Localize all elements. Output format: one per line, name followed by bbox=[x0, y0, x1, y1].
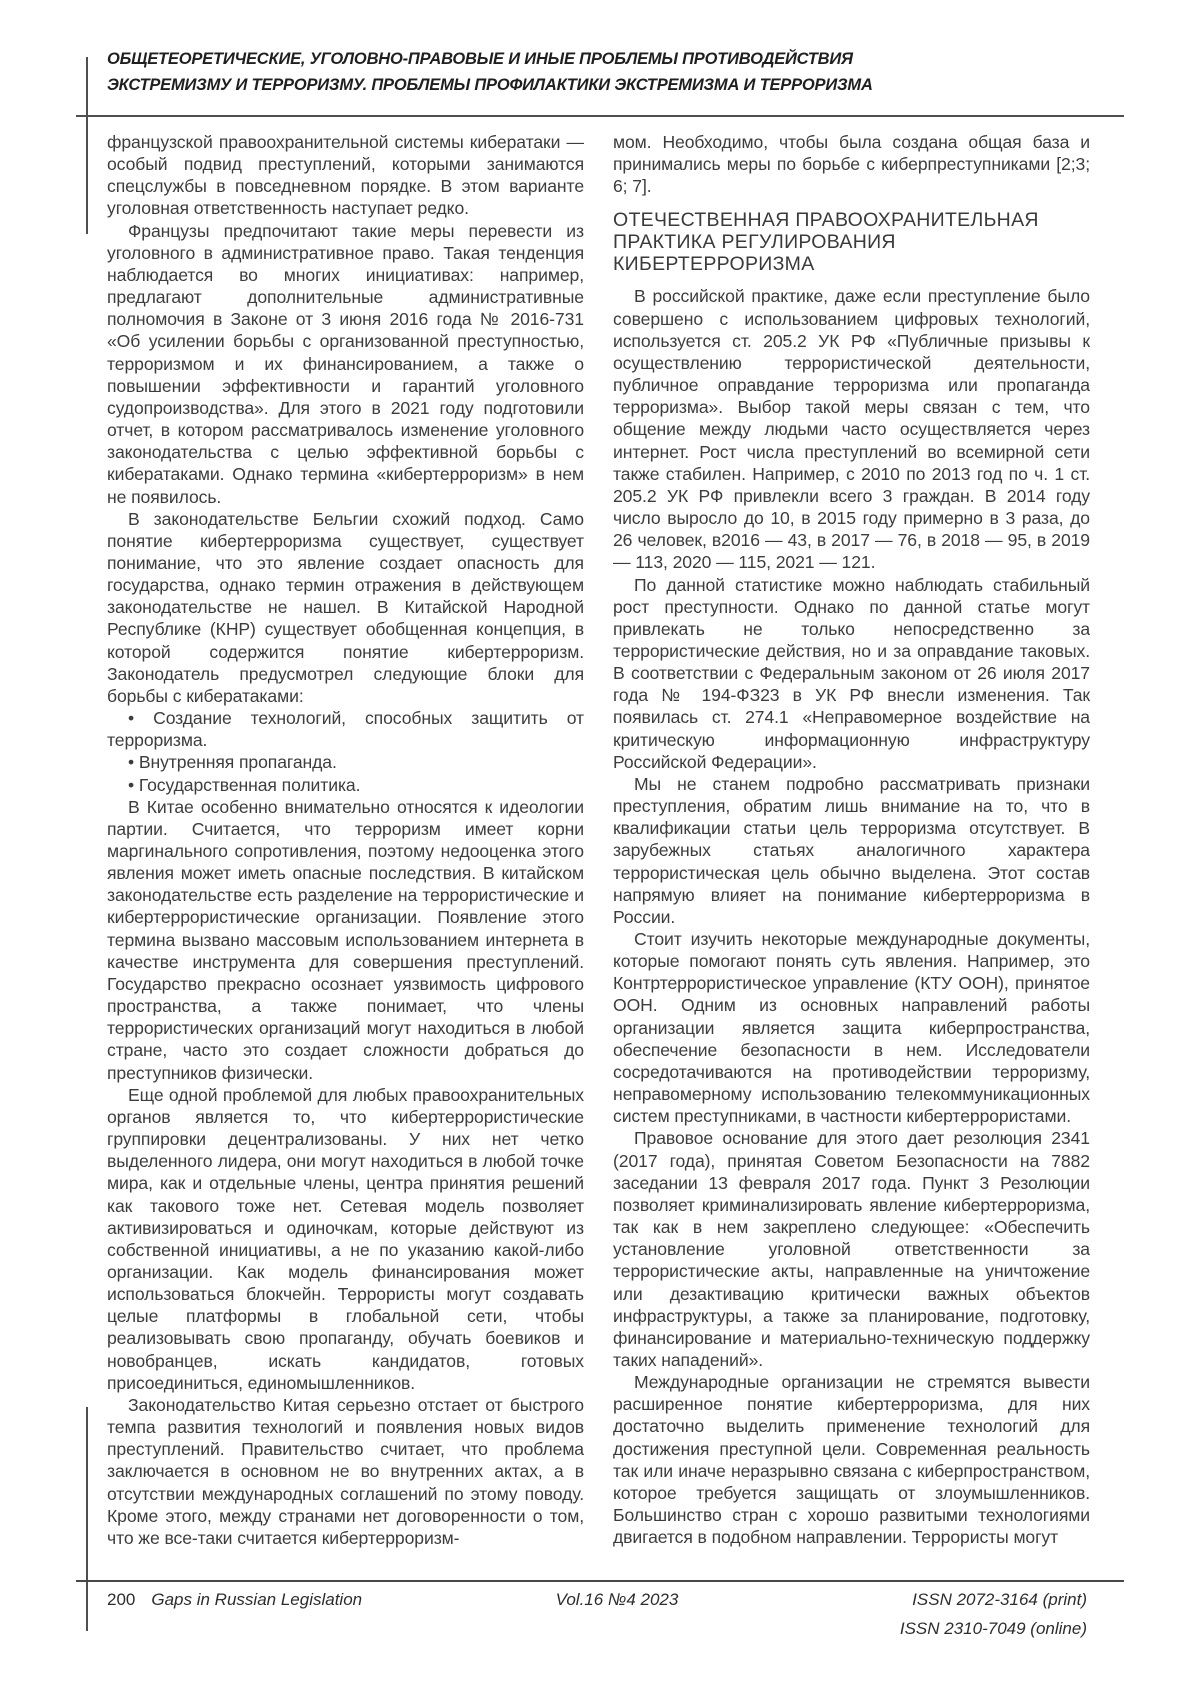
left-margin-line-bottom bbox=[86, 1407, 88, 1631]
paragraph: французской правоохранительной системы кибератаки — особый подвид преступлений, которыми занимаются спецслужбы в повседневном порядке. В этом варианте уголовная ответственность наступает редко. bbox=[107, 132, 584, 219]
paragraph: мом. Необходимо, чтобы была создана общая база и принимались меры по борьбе с киберпреступниками [2;3; 6; 7]. bbox=[613, 132, 1090, 197]
paragraph: Стоит изучить некоторые международные документы, которые помогают понять суть явления. Например, это Контртеррористическое управление (КТУ ООН), принятое ООН. Одним из основных направлений работы организации является защита киберпространства, обеспечение безопасности в нем. Исследователи сосредотачиваются на противодействии терроризму, неправомерному использованию телекоммуникационных систем преступниками, в частности кибертеррористами. bbox=[613, 929, 1090, 1127]
section-heading-line-1: ОТЕЧЕСТВЕННАЯ ПРАВООХРАНИТЕЛЬНАЯ bbox=[613, 209, 1039, 232]
paragraph: По данной статистике можно наблюдать стабильный рост преступности. Однако по данной статье могут привлекать не только непосредственно за террористические действия, но и за оправдание таковых. В соответствии с Федеральным законом от 26 июля 2017 года № 194-ФЗ23 в УК РФ внесли изменения. Так появилась ст. 274.1 «Неправомерное воздействие на критическую информационную инфраструктуру Российской Федерации». bbox=[613, 574, 1090, 772]
issn-online: ISSN 2310-7049 (online) bbox=[899, 1619, 1087, 1638]
paragraph: Мы не станем подробно рассматривать признаки преступления, обратим лишь внимание на то, что в квалификации статьи цель терроризма отсутствует. В зарубежных статьях аналогичного характера террористическая цель обычно выделена. Этот состав напрямую влияет на понимание кибертерроризма в России. bbox=[613, 773, 1090, 927]
paragraph: В законодательстве Бельгии схожий подход. Само понятие кибертерроризма существует, существует понимание, что это явление создает опасность для государства, однако термин отражения в действующем законодательстве не нашел. В Китайской Народной Республике (КНР) существует обобщенная концепция, в которой содержится понятие кибертерроризм. Законодатель предусмотрел следующие блоки для борьбы с кибератаками: bbox=[107, 508, 584, 706]
header-rule bbox=[76, 115, 1124, 117]
journal-title: Gaps in Russian Legislation bbox=[151, 1590, 363, 1609]
article-body bbox=[107, 131, 1090, 1577]
running-header-line-1: ОБЩЕТЕОРЕТИЧЕСКИЕ, УГОЛОВНО-ПРАВОВЫЕ И ИНЫЕ ПРОБЛЕМЫ ПРОТИВОДЕЙСТВИЯ bbox=[107, 50, 853, 68]
running-header bbox=[107, 46, 1047, 98]
bullet-item: • Создание технологий, способных защитить от терроризма. bbox=[107, 708, 584, 751]
paragraph: В российской практике, даже если преступление было совершено с использованием цифровых технологий, используется ст. 205.2 УК РФ «Публичные призывы к осуществлению террористической деятельности, публичное оправдание терроризма или пропаганда терроризма». Выбор такой меры связан с тем, что общение между людьми часто осуществляется через интернет. Рост числа преступлений во всемирной сети также стабилен. Например, с 2010 по 2013 год по ч. 1 ст. 205.2 УК РФ привлекли всего 3 граждан. В 2014 году число выросло до 10, в 2015 году примерно в 3 раза, до 26 человек, в2016 — 43, в 2017 — 76, в 2018 — 95, в 2019 — 113, 2020 — 115, 2021 — 121. bbox=[613, 286, 1090, 573]
bullet-item: • Внутренняя пропаганда. bbox=[128, 752, 337, 773]
paragraph: Правовое основание для этого дает резолюция 2341 (2017 года), принятая Советом Безопасности на 7882 заседании 13 февраля 2017 года. Пункт 3 Резолюции позволяет криминализировать явление кибертерроризма, так как в нем закреплено следующее: «Обеспечить установление уголовной ответственности за террористические акты, направленные на уничтожение или дезактивацию критически важных объектов инфраструктуры, а также за планирование, подготовку, финансирование и материально-техническую поддержку таких нападений». bbox=[613, 1128, 1090, 1370]
footer-rule bbox=[76, 1580, 1124, 1582]
bullet-item: • Государственная политика. bbox=[128, 774, 361, 795]
paragraph: Еще одной проблемой для любых правоохранительных органов является то, что кибертеррористические группировки децентрализованы. У них нет четко выделенного лидера, они могут находиться в любой точке мира, как и отдельные члены, центра принятия решений как такового тоже нет. Сетевая модель позволяет активизироваться и одиночкам, которые действуют из собственной инициативы, а не по указанию какой-либо организации. Как модель финансирования может использоваться блокчейн. Террористы могут создавать целые платформы в глобальной сети, чтобы реализовывать свою пропаганду, обучать боевиков и новобранцев, искать кандидатов, готовых присоединиться, единомышленников. bbox=[107, 1084, 584, 1393]
paragraph: В Китае особенно внимательно относятся к идеологии партии. Считается, что терроризм имеет корни маргинального сопротивления, поэтому недооценка этого явления может иметь опасные последствия. В китайском законодательстве есть разделение на террористические и кибертеррористические организации. Появление этого термина вызвано массовым использованием интернета в качестве инструмента для совершения преступлений. Государство прекрасно осознает уязвимость цифрового пространства, а также понимает, что члены террористических организаций могут находиться в любой стране, часто это создает сложности добраться до преступников физически. bbox=[107, 796, 584, 1083]
paragraph: Французы предпочитают такие меры перевести из уголовного в административное право. Такая тенденция наблюдается во многих инициативах: например, предлагают дополнительные административные полномочия в Законе от 3 июня 2016 года № 2016-731 «Об усилении борьбы с организованной преступностью, терроризмом и их финансированием, а также о повышении эффективности и гарантий уголовного судопроизводства». Для этого в 2021 году подготовили отчет, в котором рассматривалось изменение уголовного законодательства с целью эффективной борьбы с кибератаками. Однако термина «кибертерроризм» в нем не появилось. bbox=[107, 220, 584, 507]
running-header-line-2: ЭКСТРЕМИЗМУ И ТЕРРОРИЗМУ. ПРОБЛЕМЫ ПРОФИЛАКТИКИ ЭКСТРЕМИЗМА И ТЕРРОРИЗМА bbox=[107, 76, 873, 94]
footer bbox=[107, 1590, 1087, 1610]
paragraph: Международные организации не стремятся вывести расширенное понятие кибертерроризма, для них достаточно выделить применение технологий для достижения преступной цели. Современная реальность так или иначе неразрывно связана с киберпространством, которое требуется защищать от злоумышленников. Большинство стран с хорошо развитыми технологиями двигается в подобном направлении. Террористы могут bbox=[613, 1372, 1090, 1548]
section-heading-line-2: ПРАКТИКА РЕГУЛИРОВАНИЯ bbox=[613, 231, 896, 254]
left-margin-line-top bbox=[86, 57, 88, 234]
issn-print: ISSN 2072-3164 (print) bbox=[912, 1590, 1087, 1609]
paragraph: Законодательство Китая серьезно отстает от быстрого темпа развития технологий и появления новых видов преступлений. Правительство считает, что проблема заключается в основном не во внутренних актах, а в отсутствии международных соглашений по этому поводу. Кроме этого, между странами нет договоренности о том, что же все-таки считается кибертерроризм- bbox=[107, 1394, 584, 1548]
page-number: 200 bbox=[107, 1590, 136, 1609]
section-heading bbox=[613, 209, 1090, 275]
right-column bbox=[613, 131, 1090, 1577]
volume-issue: Vol.16 №4 2023 bbox=[555, 1590, 679, 1609]
section-heading-line-3: КИБЕРТЕРРОРИЗМА bbox=[613, 253, 815, 276]
left-column bbox=[107, 131, 584, 1577]
footer-left bbox=[107, 1590, 447, 1610]
